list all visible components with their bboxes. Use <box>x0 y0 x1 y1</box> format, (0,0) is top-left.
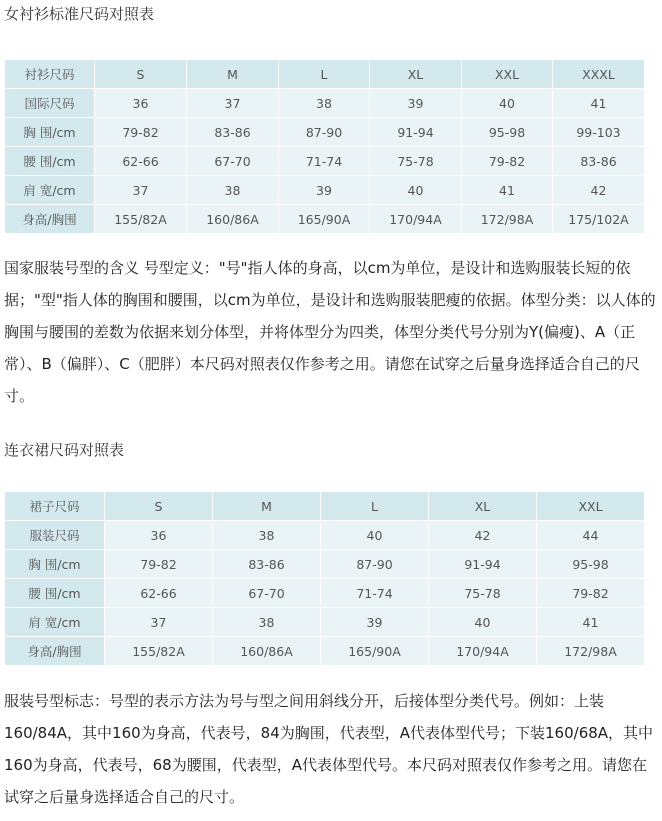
table-row <box>5 205 645 234</box>
table-cell: 87-90 <box>279 118 370 147</box>
table-cell: 83-86 <box>553 147 645 176</box>
table-header-cell: L <box>321 492 429 521</box>
table-cell: 87-90 <box>321 550 429 579</box>
table-cell: 38 <box>279 89 370 118</box>
table-header-cell: L <box>279 60 370 89</box>
table-cell: 38 <box>187 176 279 205</box>
table-row-label: 身高/胸围 <box>5 637 105 666</box>
table-cell: 42 <box>553 176 645 205</box>
table-row-label: 胸 围/cm <box>5 550 105 579</box>
table-row <box>5 637 645 666</box>
table-cell: 170/94A <box>370 205 462 234</box>
table-row-label: 国际尺码 <box>5 89 95 118</box>
table-cell: 83-86 <box>187 118 279 147</box>
table-cell: 172/98A <box>537 637 645 666</box>
table-cell: 36 <box>95 89 187 118</box>
table-cell: 160/86A <box>187 205 279 234</box>
table-cell: 41 <box>462 176 553 205</box>
shirt-size-title: 女衬衫标准尺码对照表 <box>4 5 155 23</box>
dress-size-title: 连衣裙尺码对照表 <box>4 441 125 459</box>
table-cell: 71-74 <box>321 579 429 608</box>
table-cell: 95-98 <box>462 118 553 147</box>
table-row-label: 服装尺码 <box>5 521 105 550</box>
table-header-cell: M <box>213 492 321 521</box>
table-cell: 40 <box>370 176 462 205</box>
table-header-cell: XXXL <box>553 60 645 89</box>
table-header-cell: S <box>95 60 187 89</box>
table-cell: 42 <box>429 521 537 550</box>
table-row <box>5 608 645 637</box>
table-header-cell: 裙子尺码 <box>5 492 105 521</box>
table-row-label: 身高/胸围 <box>5 205 95 234</box>
table-header-cell: XL <box>429 492 537 521</box>
dress-size-table <box>4 491 645 666</box>
table-cell: 37 <box>105 608 213 637</box>
table-cell: 165/90A <box>279 205 370 234</box>
table-cell: 160/86A <box>213 637 321 666</box>
table-cell: 62-66 <box>105 579 213 608</box>
table-row <box>5 118 645 147</box>
table-row-label: 肩 宽/cm <box>5 608 105 637</box>
table-cell: 67-70 <box>187 147 279 176</box>
table-cell: 91-94 <box>429 550 537 579</box>
table-cell: 39 <box>279 176 370 205</box>
table-cell: 40 <box>321 521 429 550</box>
table-header-cell: XL <box>370 60 462 89</box>
table-header-cell: S <box>105 492 213 521</box>
table-header-cell: 衬衫尺码 <box>5 60 95 89</box>
table-cell: 165/90A <box>321 637 429 666</box>
table-cell: 38 <box>213 608 321 637</box>
table-cell: 95-98 <box>537 550 645 579</box>
table-cell: 79-82 <box>105 550 213 579</box>
table-row <box>5 521 645 550</box>
table-row-label: 肩 宽/cm <box>5 176 95 205</box>
table-header-cell: XXL <box>462 60 553 89</box>
table-cell: 41 <box>553 89 645 118</box>
table-cell: 71-74 <box>279 147 370 176</box>
table-cell: 79-82 <box>537 579 645 608</box>
table-cell: 175/102A <box>553 205 645 234</box>
table-cell: 39 <box>321 608 429 637</box>
table-cell: 99-103 <box>553 118 645 147</box>
table-cell: 41 <box>537 608 645 637</box>
table-row <box>5 147 645 176</box>
table-cell: 38 <box>213 521 321 550</box>
table-cell: 75-78 <box>370 147 462 176</box>
table-row-label: 胸 围/cm <box>5 118 95 147</box>
table-cell: 37 <box>187 89 279 118</box>
table-cell: 40 <box>462 89 553 118</box>
table-header-cell: M <box>187 60 279 89</box>
table-row <box>5 550 645 579</box>
table-cell: 75-78 <box>429 579 537 608</box>
table-cell: 40 <box>429 608 537 637</box>
table-cell: 79-82 <box>95 118 187 147</box>
table-row-label: 腰 围/cm <box>5 579 105 608</box>
table-header-row <box>5 492 645 521</box>
table-cell: 170/94A <box>429 637 537 666</box>
size-marking-paragraph: 服装号型标志：号型的表示方法为号与型之间用斜线分开，后接体型分类代号。例如：上装160/84A，其中160为身高，代表号，84为胸围，代表型，A代表体型代号；下装160/68A，其中160为身高，代表号，68为腰围，代表型，A代表体型代号。本尺码对照表仅作参考之用。请您在试穿之后量身选择适合自己的尺寸。 <box>4 692 654 806</box>
size-definition-paragraph: 国家服装号型的含义 号型定义："号"指人体的身高，以cm为单位，是设计和选购服装长短的依据；"型"指人体的胸围和腰围，以cm为单位，是设计和选购服装肥瘦的依据。体型分类：以人体的胸围与腰围的差数为依据来划分体型，并将体型分为四类，体型分类代号分别为Y(偏瘦)、A（正常）、B（偏胖）、C（肥胖）本尺码对照表仅作参考之用。请您在试穿之后量身选择适合自己的尺寸。 <box>4 259 656 405</box>
table-cell: 172/98A <box>462 205 553 234</box>
table-cell: 37 <box>95 176 187 205</box>
table-cell: 62-66 <box>95 147 187 176</box>
table-cell: 83-86 <box>213 550 321 579</box>
table-cell: 39 <box>370 89 462 118</box>
shirt-size-table <box>4 59 645 234</box>
table-header-cell: XXL <box>537 492 645 521</box>
table-cell: 36 <box>105 521 213 550</box>
table-row <box>5 579 645 608</box>
table-row <box>5 176 645 205</box>
table-header-row <box>5 60 645 89</box>
table-cell: 155/82A <box>95 205 187 234</box>
table-cell: 155/82A <box>105 637 213 666</box>
table-row <box>5 89 645 118</box>
table-cell: 44 <box>537 521 645 550</box>
table-cell: 91-94 <box>370 118 462 147</box>
table-cell: 67-70 <box>213 579 321 608</box>
table-cell: 79-82 <box>462 147 553 176</box>
table-row-label: 腰 围/cm <box>5 147 95 176</box>
